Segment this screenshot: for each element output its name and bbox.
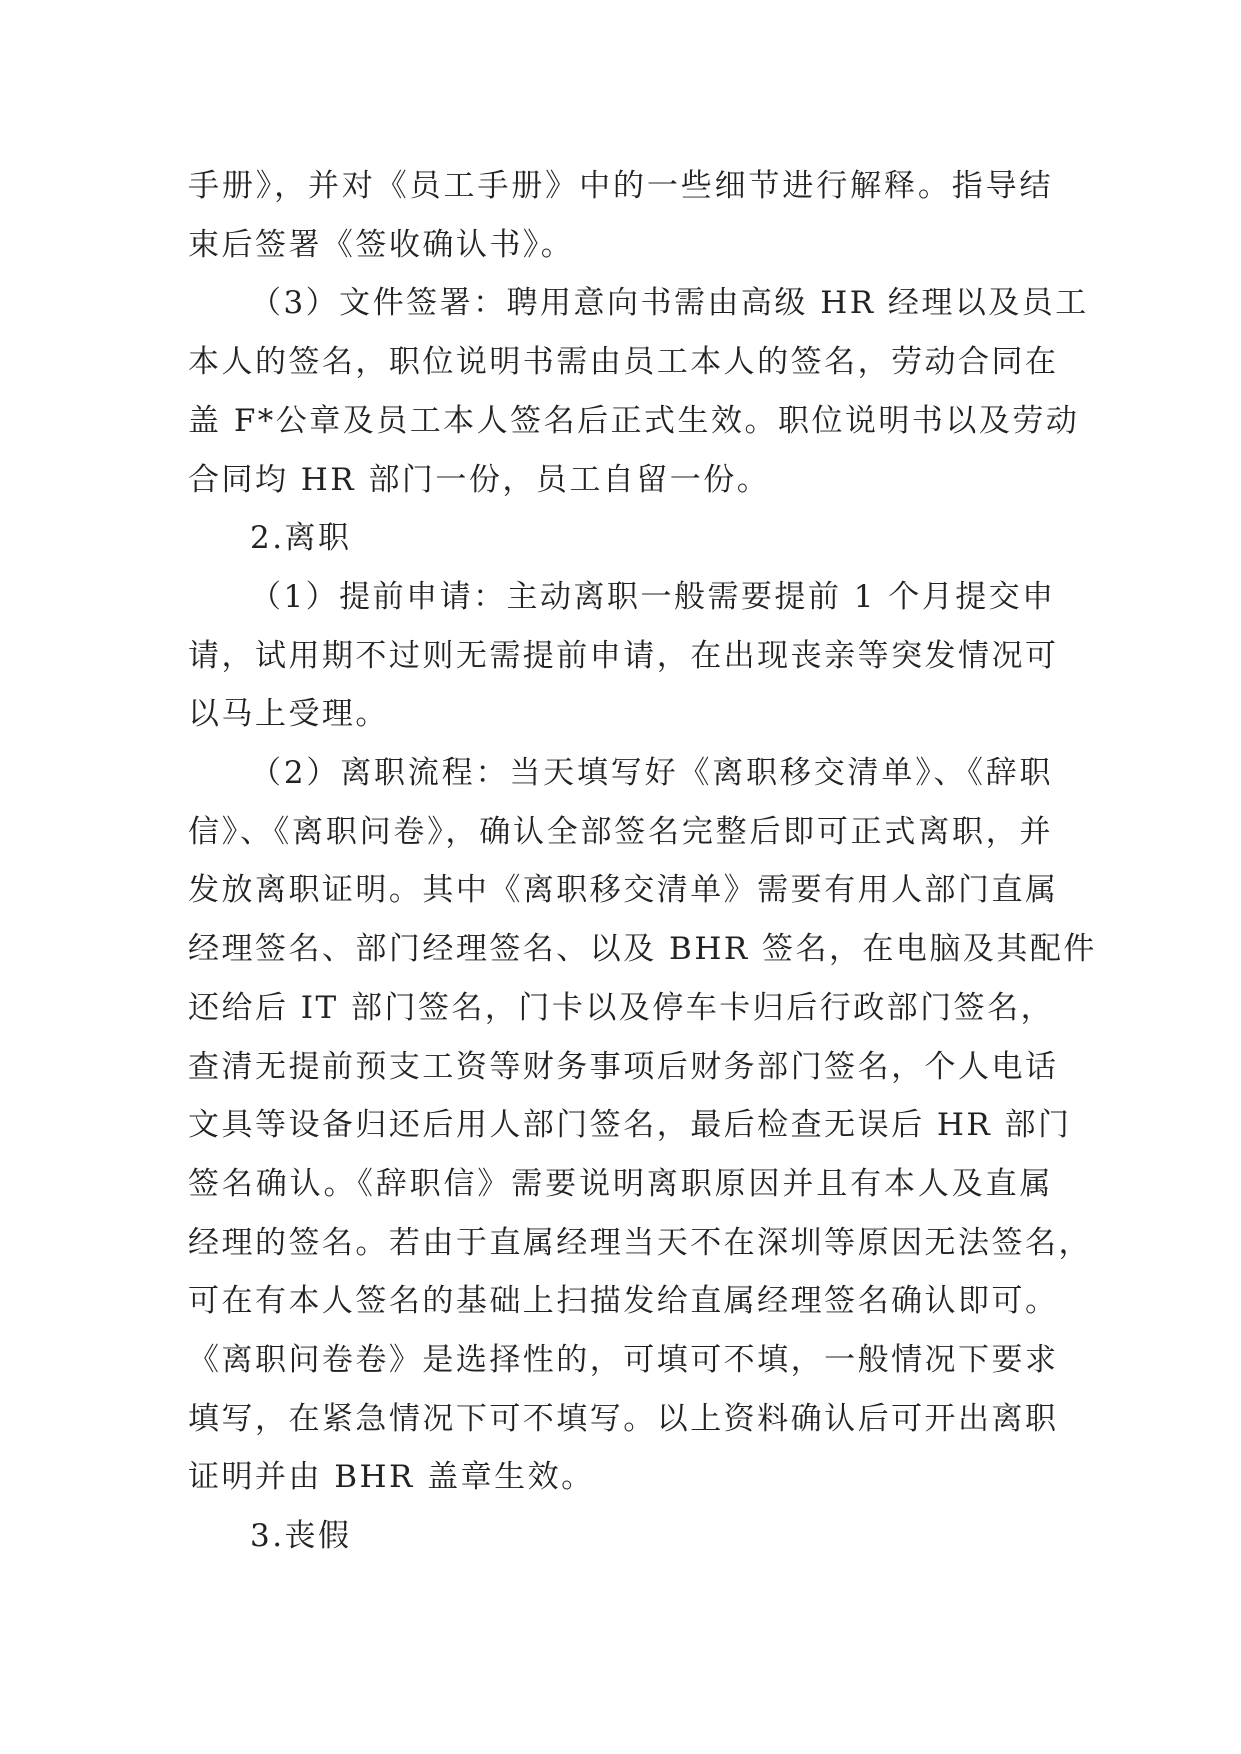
document-body: [188, 157, 1097, 1566]
text-line: 证明并由 BHR 盖章生效。: [188, 1459, 595, 1496]
text-line: （1）提前申请：主动离职一般需要提前 1 个月提交申: [250, 578, 1056, 615]
text-line: 信》、《离职问卷》，确认全部签名完整后即可正式离职，并: [188, 813, 1053, 850]
text-line: 盖 F*公章及员工本人签名后正式生效。职位说明书以及劳动: [188, 402, 1080, 439]
text-line: 签名确认。《辞职信》需要说明离职原因并且有本人及直属: [188, 1165, 1053, 1202]
text-line: 请，试用期不过则无需提前申请，在出现丧亲等突发情况可: [188, 637, 1059, 674]
paragraph-document-signing: [188, 274, 1089, 509]
paragraph-resignation-process: [188, 744, 1097, 1507]
text-line: 填写，在紧急情况下可不填写。以上资料确认后可开出离职: [188, 1400, 1059, 1437]
text-line: 以马上受理。: [188, 696, 389, 733]
text-line: 经理签名、部门经理签名、以及 BHR 签名，在电脑及其配件: [188, 931, 1097, 968]
text-line: 手册》，并对《员工手册》中的一些细节进行解释。指导结: [188, 168, 1053, 204]
text-line: 还给后 IT 部门签名，门卡以及停车卡归后行政部门签名，: [188, 989, 1055, 1026]
text-line: 《离职问卷卷》是选择性的，可填可不填，一般情况下要求: [188, 1342, 1059, 1379]
paragraph-advance-application: [188, 568, 1059, 744]
text-line: 可在有本人签名的基础上扫描发给直属经理签名确认即可。: [188, 1283, 1059, 1320]
text-line: （3）文件签署：聘用意向书需由高级 HR 经理以及员工: [250, 285, 1089, 322]
section-heading-bereavement-leave: [188, 1507, 1053, 1566]
text-line: 文具等设备归还后用人部门签名，最后检查无误后 HR 部门: [188, 1107, 1072, 1144]
text-line: 发放离职证明。其中《离职移交清单》需要有用人部门直属: [188, 872, 1059, 909]
text-line: 束后签署《签收确认书》。: [188, 226, 575, 263]
text-line: 本人的签名，职位说明书需由员工本人的签名，劳动合同在: [188, 344, 1059, 381]
section-heading-resignation: [188, 509, 1053, 568]
text-line: （2）离职流程：当天填写好《离职移交清单》、《辞职: [250, 755, 1053, 792]
paragraph-employee-handbook: [188, 157, 1053, 274]
text-line: 查清无提前预支工资等财务事项后财务部门签名，个人电话: [188, 1048, 1059, 1085]
heading-text: 2.离职: [250, 520, 352, 557]
text-line: 合同均 HR 部门一份，员工自留一份。: [188, 461, 771, 498]
text-line: 经理的签名。若由于直属经理当天不在深圳等原因无法签名，: [188, 1224, 1092, 1261]
heading-text: 3.丧假: [250, 1518, 352, 1555]
